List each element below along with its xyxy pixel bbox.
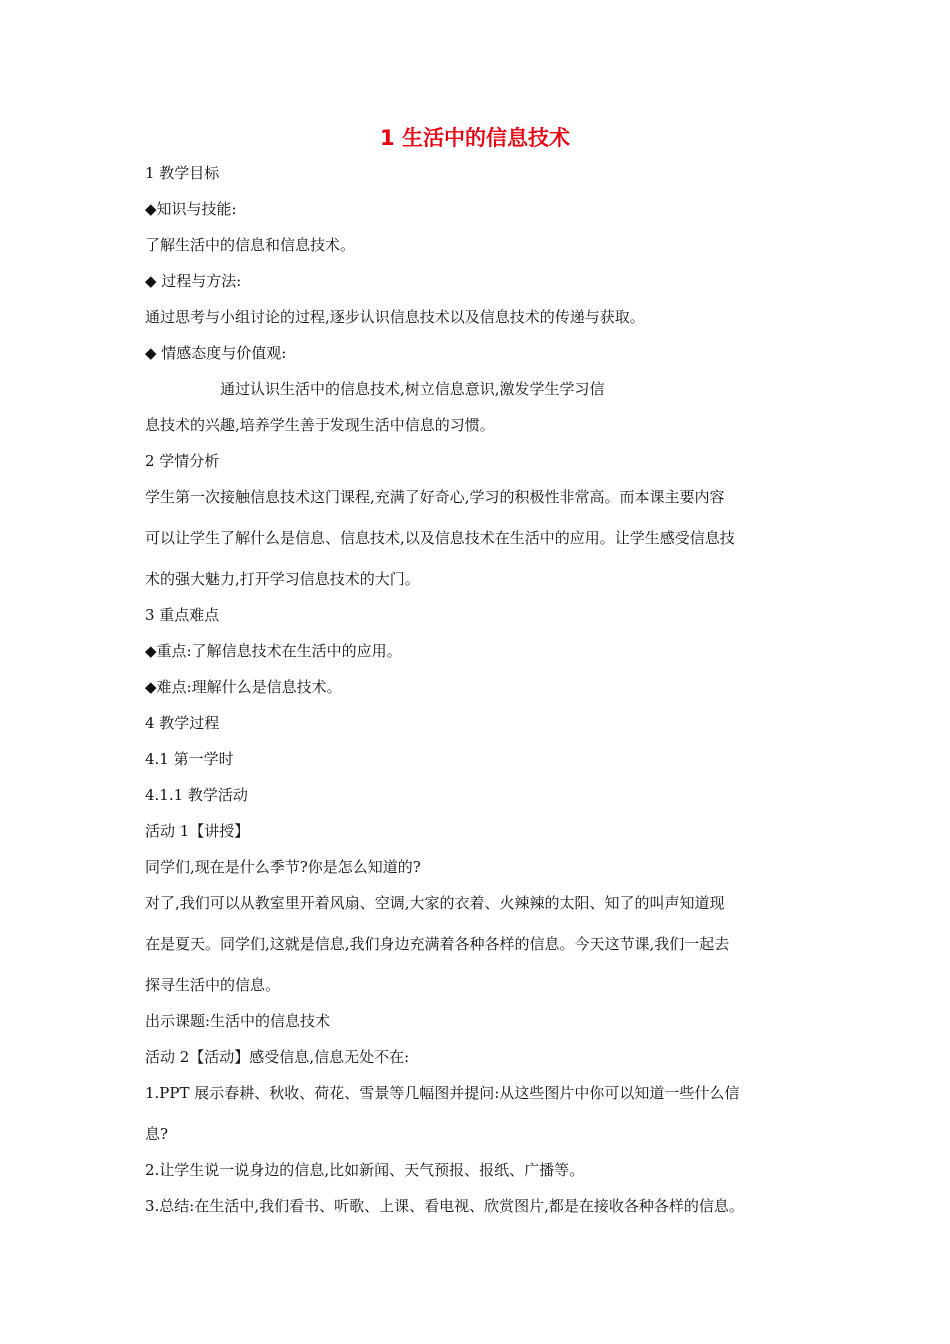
paragraph-line: 术的强大魅力,打开学习信息技术的大门。 [145,570,420,588]
activity-heading: 活动 1【讲授】 [145,822,250,840]
paragraph-line: 对了,我们可以从教室里开着风扇、空调,大家的衣着、火辣辣的太阳、知了的叫声知道现 [145,894,725,912]
paragraph-line: 1.PPT 展示春耕、秋收、荷花、雪景等几幅图并提问:从这些图片中你可以知道一些什么信 [145,1084,740,1102]
paragraph-line: 探寻生活中的信息。 [145,976,281,994]
paragraph-line: 通过思考与小组讨论的过程,逐步认识信息技术以及信息技术的传递与获取。 [145,308,645,326]
paragraph-line: 了解生活中的信息和信息技术。 [145,236,356,254]
paragraph-line: 通过认识生活中的信息技术,树立信息意识,激发学生学习信 [220,380,605,398]
subheading-teaching-activity: 4.1.1 教学活动 [145,786,248,804]
subheading-process-method: ◆ 过程与方法: [145,272,242,290]
section-heading-teaching-goals: 1 教学目标 [145,164,220,182]
section-heading-key-points: 3 重点难点 [145,606,220,624]
paragraph-line: 同学们,现在是什么季节?你是怎么知道的? [145,858,421,876]
subheading-first-period: 4.1 第一学时 [145,750,234,768]
paragraph-line: 可以让学生了解什么是信息、信息技术,以及信息技术在生活中的应用。让学生感受信息技 [145,529,735,547]
document-title: 1 生活中的信息技术 [380,126,570,150]
paragraph-line: 出示课题:生活中的信息技术 [145,1012,331,1030]
activity-heading: 活动 2【活动】感受信息,信息无处不在: [145,1048,410,1066]
subheading-attitude-values: ◆ 情感态度与价值观: [145,344,287,362]
paragraph-line: ◆重点:了解信息技术在生活中的应用。 [145,642,402,660]
paragraph-line: 息? [145,1125,169,1143]
paragraph-line: 在是夏天。同学们,这就是信息,我们身边充满着各种各样的信息。今天这节课,我们一起去 [145,935,730,953]
paragraph-line: 息技术的兴趣,培养学生善于发现生活中信息的习惯。 [145,416,495,434]
paragraph-line: 学生第一次接触信息技术这门课程,充满了好奇心,学习的积极性非常高。而本课主要内容 [145,488,725,506]
subheading-knowledge-skills: ◆知识与技能: [145,200,237,218]
paragraph-line: ◆难点:理解什么是信息技术。 [145,678,342,696]
section-heading-teaching-process: 4 教学过程 [145,714,220,732]
paragraph-line: 3.总结:在生活中,我们看书、听歌、上课、看电视、欣赏图片,都是在接收各种各样的信息。 [145,1197,744,1215]
section-heading-student-analysis: 2 学情分析 [145,452,220,470]
paragraph-line: 2.让学生说一说身边的信息,比如新闻、天气预报、报纸、广播等。 [145,1161,585,1179]
